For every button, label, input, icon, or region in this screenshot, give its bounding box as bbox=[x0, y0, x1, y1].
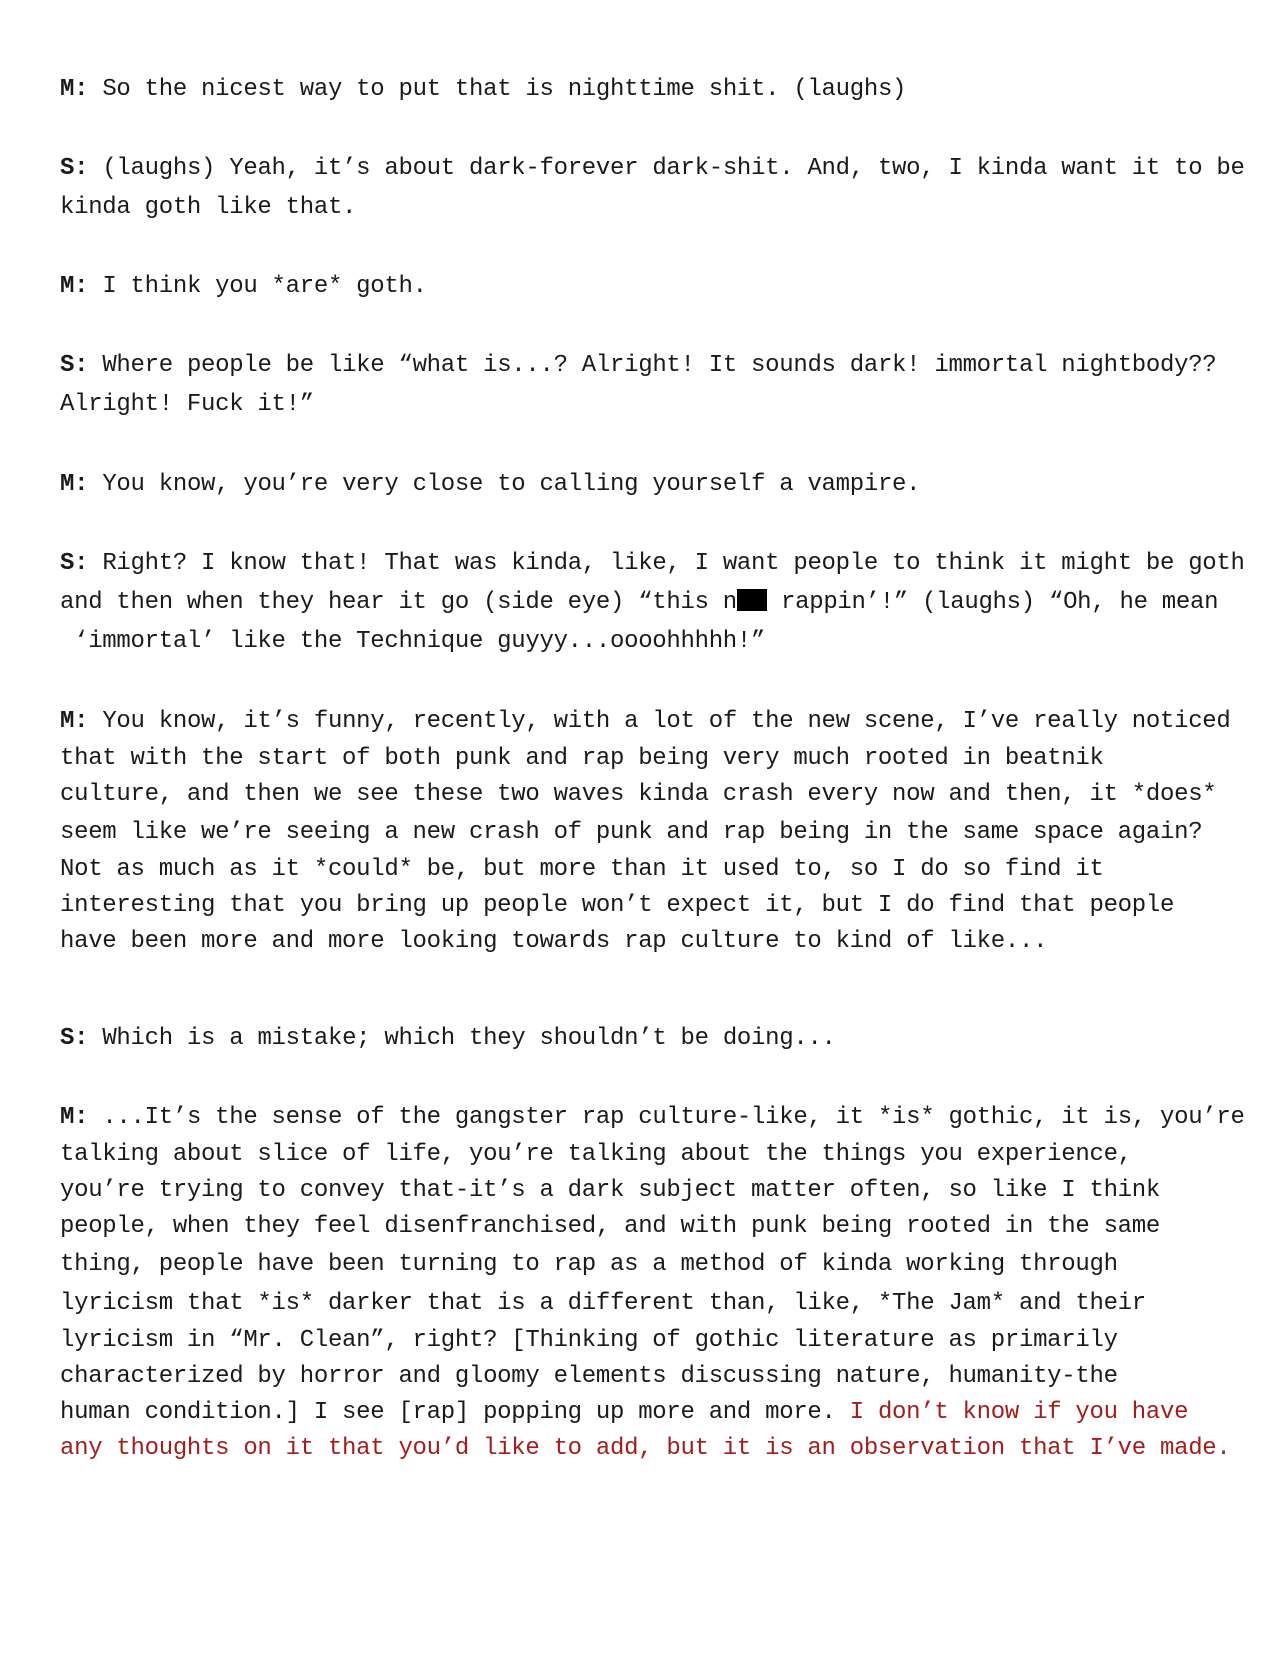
transcript-line: interesting that you bring up people won’t expect it, but I do find that people bbox=[60, 892, 1175, 919]
transcript-line: lyricism that *is* darker that is a different than, like, *The Jam* and their bbox=[60, 1290, 1146, 1317]
line-text: So the nicest way to put that is nighttime shit. (laughs) bbox=[102, 76, 907, 103]
transcript-line: Alright! Fuck it!” bbox=[60, 391, 314, 418]
transcript-line: kinda goth like that. bbox=[60, 194, 357, 221]
line-text: human condition.] I see [rap] popping up more and more. bbox=[60, 1399, 850, 1426]
speaker-label: M: bbox=[60, 76, 89, 103]
line-text: Which is a mistake; which they shouldn’t be doing... bbox=[102, 1025, 836, 1052]
speaker-label: S: bbox=[60, 550, 89, 577]
transcript-paragraph bbox=[60, 465, 920, 504]
speaker-label: M: bbox=[60, 273, 89, 300]
transcript-line: seem like we’re seeing a new crash of punk and rap being in the same space again? bbox=[60, 819, 1203, 846]
redaction-block bbox=[737, 589, 767, 611]
line-text: You know, it’s funny, recently, with a lot of the new scene, I’ve really noticed bbox=[102, 708, 1231, 735]
transcript-paragraph bbox=[60, 544, 1245, 661]
line-text: I think you *are* goth. bbox=[102, 273, 427, 300]
line-text: You know, you’re very close to calling yourself a vampire. bbox=[102, 471, 921, 498]
transcript-paragraph bbox=[60, 1019, 836, 1058]
highlighted-text: I don’t know if you have bbox=[849, 1399, 1189, 1426]
transcript-line: thing, people have been turning to rap as a method of kinda working through bbox=[60, 1251, 1118, 1278]
line-text: ...It’s the sense of the gangster rap culture-like, it *is* gothic, it is, you’re bbox=[102, 1104, 1245, 1131]
transcript-line bbox=[60, 465, 920, 504]
transcript-line bbox=[60, 149, 1245, 188]
transcript-line bbox=[60, 544, 1245, 583]
speaker-label: S: bbox=[60, 1025, 89, 1052]
transcript-line bbox=[60, 1395, 1245, 1431]
speaker-label: S: bbox=[60, 155, 89, 182]
speaker-label: M: bbox=[60, 471, 89, 498]
line-text: rappin’!” (laughs) “Oh, he mean bbox=[766, 589, 1219, 616]
transcript-line bbox=[60, 1019, 836, 1058]
transcript-line bbox=[60, 583, 1245, 622]
transcript-line: you’re trying to convey that-it’s a dark subject matter often, so like I think bbox=[60, 1177, 1160, 1204]
transcript-line bbox=[60, 1098, 1245, 1137]
transcript-paragraph bbox=[60, 70, 906, 109]
speaker-label: M: bbox=[60, 708, 89, 735]
transcript-line bbox=[60, 70, 906, 109]
line-text: (laughs) Yeah, it’s about dark-forever dark-shit. And, two, I kinda want it to be bbox=[102, 155, 1245, 182]
transcript-line: lyricism in “Mr. Clean”, right? [Thinking of gothic literature as primarily bbox=[60, 1327, 1118, 1354]
transcript-line: talking about slice of life, you’re talking about the things you experience, bbox=[60, 1141, 1132, 1168]
transcript-line bbox=[60, 267, 427, 306]
line-text: and then when they hear it go (side eye) “this n bbox=[60, 589, 737, 616]
transcript-line: that with the start of both punk and rap being very much rooted in beatnik bbox=[60, 745, 1104, 772]
transcript-line bbox=[60, 346, 1216, 385]
transcript-line: characterized by horror and gloomy elements discussing nature, humanity-the bbox=[60, 1363, 1118, 1390]
transcript-line: ‘immortal’ like the Technique guyyy...oooohhhhh!” bbox=[60, 628, 766, 655]
transcript-line: people, when they feel disenfranchised, and with punk being rooted in the same bbox=[60, 1213, 1160, 1240]
transcript-paragraph bbox=[60, 346, 1216, 424]
transcript-paragraph bbox=[60, 1098, 1245, 1467]
transcript-paragraph bbox=[60, 702, 1231, 960]
line-text: Right? I know that! That was kinda, like, I want people to think it might be goth bbox=[102, 550, 1245, 577]
transcript-line bbox=[60, 702, 1231, 741]
speaker-label: M: bbox=[60, 1104, 89, 1131]
transcript-paragraph bbox=[60, 267, 427, 306]
line-text: Where people be like “what is...? Alright! It sounds dark! immortal nightbody?? bbox=[102, 352, 1217, 379]
transcript-paragraph bbox=[60, 149, 1245, 227]
transcript-line: have been more and more looking towards rap culture to kind of like... bbox=[60, 928, 1048, 955]
speaker-label: S: bbox=[60, 352, 89, 379]
transcript-line: culture, and then we see these two waves kinda crash every now and then, it *does* bbox=[60, 781, 1217, 808]
transcript-line: Not as much as it *could* be, but more than it used to, so I do so find it bbox=[60, 856, 1104, 883]
highlighted-line: any thoughts on it that you’d like to add, but it is an observation that I’ve made. bbox=[60, 1435, 1231, 1462]
